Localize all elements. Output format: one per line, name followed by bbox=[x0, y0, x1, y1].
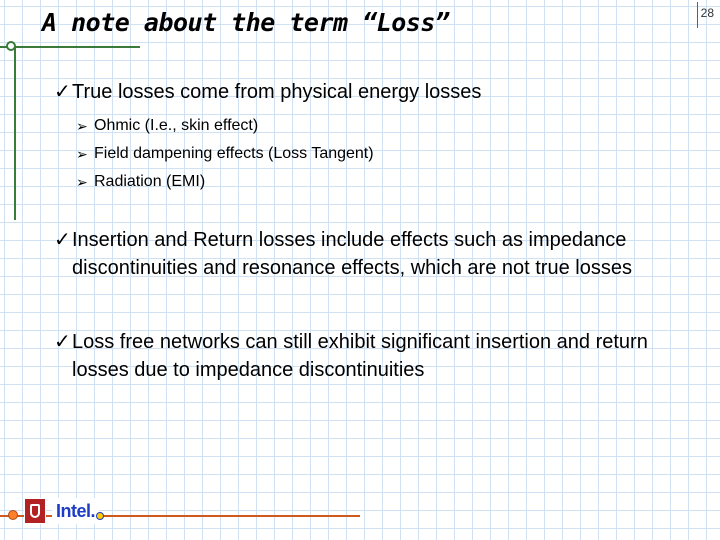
sub-bullet-text: Field dampening effects (Loss Tangent) bbox=[94, 145, 374, 162]
bullet-text: Insertion and Return losses include effects such as impedance discontinuities and resonance effects, which are not true losses bbox=[72, 229, 632, 279]
crest-logo-icon bbox=[24, 498, 46, 524]
sub-bullet-field-dampening bbox=[76, 140, 706, 168]
check-icon: ✓ bbox=[54, 331, 71, 353]
slide-title: A note about the term “Loss” bbox=[42, 8, 450, 37]
arrow-right-icon: ➢ bbox=[76, 146, 88, 162]
intel-logo-dot bbox=[96, 512, 104, 520]
slide-body bbox=[56, 78, 706, 384]
page-number: 28 bbox=[700, 6, 714, 20]
arrow-right-icon: ➢ bbox=[76, 174, 88, 190]
footer-rule-dot bbox=[8, 510, 18, 520]
sub-bullet-text: Ohmic (I.e., skin effect) bbox=[94, 117, 259, 134]
title-rule bbox=[0, 46, 140, 48]
sub-bullet-list bbox=[76, 112, 706, 196]
check-icon: ✓ bbox=[54, 81, 71, 103]
bullet-loss-free bbox=[56, 328, 706, 384]
sub-bullet-ohmic bbox=[76, 112, 706, 140]
sub-bullet-radiation bbox=[76, 168, 706, 196]
sub-bullet-text: Radiation (EMI) bbox=[94, 173, 206, 190]
check-icon: ✓ bbox=[54, 229, 71, 251]
bullet-text: Loss free networks can still exhibit significant insertion and return losses due to impedance discontinuities bbox=[72, 331, 648, 381]
arrow-right-icon: ➢ bbox=[76, 118, 88, 134]
bullet-insertion-return bbox=[56, 226, 706, 282]
bullet-true-losses bbox=[56, 78, 706, 106]
left-vertical-rule bbox=[14, 48, 16, 220]
bullet-text: True losses come from physical energy losses bbox=[72, 81, 482, 103]
intel-logo: Intel. bbox=[52, 498, 99, 524]
page-number-rule bbox=[697, 2, 698, 28]
